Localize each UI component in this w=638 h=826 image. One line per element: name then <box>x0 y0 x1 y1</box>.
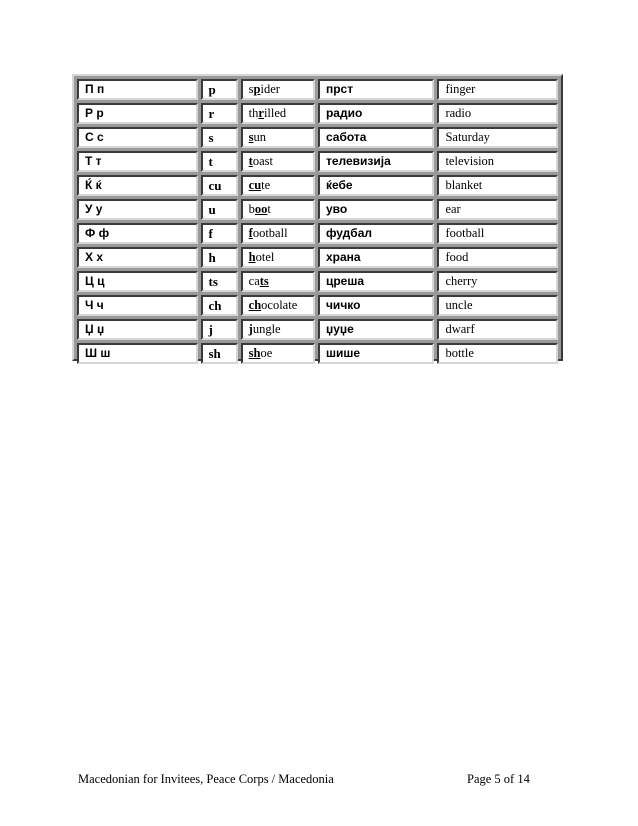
footer-page-number: Page 5 of 14 <box>467 772 530 786</box>
english-translation-cell: football <box>437 223 558 244</box>
cyrillic-letter-cell: Р р <box>77 103 198 124</box>
example-word-suffix: ocolate <box>261 298 298 312</box>
cyrillic-letter-cell: Ќ ќ <box>77 175 198 196</box>
table-row <box>77 247 558 268</box>
example-word-prefix: ca <box>248 274 260 288</box>
example-word-highlight: ch <box>248 298 262 312</box>
transliteration-cell: r <box>201 103 238 124</box>
english-translation-cell: finger <box>437 79 558 100</box>
example-word-cell <box>241 199 315 220</box>
english-translation-cell: Saturday <box>437 127 558 148</box>
cyrillic-letter-cell: П п <box>77 79 198 100</box>
transliteration-cell: h <box>201 247 238 268</box>
transliteration-cell: s <box>201 127 238 148</box>
example-word-suffix: ungle <box>252 322 281 336</box>
example-word-highlight: oo <box>254 202 268 216</box>
cyrillic-letter-cell: С с <box>77 127 198 148</box>
cyrillic-letter-cell: Ф ф <box>77 223 198 244</box>
example-word-suffix: illed <box>263 106 287 120</box>
english-translation-cell: food <box>437 247 558 268</box>
macedonian-word-cell: ќебе <box>318 175 434 196</box>
table-row <box>77 319 558 340</box>
example-word-highlight: r <box>258 106 264 120</box>
example-word-suffix: otel <box>255 250 275 264</box>
example-word-highlight: j <box>248 322 253 336</box>
cyrillic-letter-cell: Ц ц <box>77 271 198 292</box>
transliteration-cell: ch <box>201 295 238 316</box>
example-word-cell <box>241 175 315 196</box>
cyrillic-letter-cell: Џ џ <box>77 319 198 340</box>
transliteration-cell: f <box>201 223 238 244</box>
cyrillic-letter-cell: Ч ч <box>77 295 198 316</box>
example-word-suffix: ootball <box>252 226 288 240</box>
alphabet-table-grid <box>74 76 561 367</box>
example-word-suffix: te <box>261 178 271 192</box>
table-row <box>77 127 558 148</box>
macedonian-word-cell: радио <box>318 103 434 124</box>
macedonian-word-cell: сабота <box>318 127 434 148</box>
english-translation-cell: blanket <box>437 175 558 196</box>
english-translation-cell: uncle <box>437 295 558 316</box>
example-word-suffix: ider <box>260 82 280 96</box>
example-word-cell <box>241 223 315 244</box>
english-translation-cell: radio <box>437 103 558 124</box>
example-word-cell <box>241 127 315 148</box>
example-word-prefix: b <box>248 202 255 216</box>
table-row <box>77 271 558 292</box>
footer-document-title: Macedonian for Invitees, Peace Corps / Macedonia <box>78 772 334 786</box>
example-word-cell <box>241 319 315 340</box>
example-word-suffix: oast <box>252 154 273 168</box>
table-row <box>77 295 558 316</box>
example-word-highlight: sh <box>248 346 261 360</box>
example-word-cell <box>241 79 315 100</box>
macedonian-word-cell: цреша <box>318 271 434 292</box>
table-row <box>77 223 558 244</box>
example-word-prefix: th <box>248 106 259 120</box>
english-translation-cell: ear <box>437 199 558 220</box>
english-translation-cell: dwarf <box>437 319 558 340</box>
macedonian-word-cell: чичко <box>318 295 434 316</box>
example-word-cell <box>241 295 315 316</box>
example-word-cell <box>241 151 315 172</box>
english-translation-cell: cherry <box>437 271 558 292</box>
transliteration-cell: sh <box>201 343 238 364</box>
table-row <box>77 79 558 100</box>
example-word-highlight: p <box>253 82 261 96</box>
macedonian-word-cell: шише <box>318 343 434 364</box>
example-word-suffix: oe <box>260 346 273 360</box>
english-translation-cell: television <box>437 151 558 172</box>
transliteration-cell: j <box>201 319 238 340</box>
transliteration-cell: cu <box>201 175 238 196</box>
macedonian-word-cell: уво <box>318 199 434 220</box>
cyrillic-letter-cell: Х х <box>77 247 198 268</box>
example-word-highlight: t <box>248 154 253 168</box>
table-row <box>77 343 558 364</box>
example-word-cell <box>241 271 315 292</box>
example-word-cell <box>241 103 315 124</box>
transliteration-cell: t <box>201 151 238 172</box>
english-translation-cell: bottle <box>437 343 558 364</box>
transliteration-cell: u <box>201 199 238 220</box>
cyrillic-letter-cell: Т т <box>77 151 198 172</box>
example-word-suffix: un <box>253 130 267 144</box>
alphabet-table <box>72 74 563 361</box>
table-row <box>77 103 558 124</box>
example-word-highlight: cu <box>248 178 262 192</box>
cyrillic-letter-cell: У у <box>77 199 198 220</box>
macedonian-word-cell: телевизија <box>318 151 434 172</box>
example-word-highlight: h <box>248 250 256 264</box>
macedonian-word-cell: џуџе <box>318 319 434 340</box>
cyrillic-letter-cell: Ш ш <box>77 343 198 364</box>
transliteration-cell: ts <box>201 271 238 292</box>
transliteration-cell: p <box>201 79 238 100</box>
example-word-highlight: f <box>248 226 253 240</box>
example-word-prefix: s <box>248 82 254 96</box>
macedonian-word-cell: храна <box>318 247 434 268</box>
example-word-suffix: t <box>267 202 271 216</box>
macedonian-word-cell: фудбал <box>318 223 434 244</box>
example-word-highlight: s <box>248 130 254 144</box>
example-word-highlight: ts <box>259 274 269 288</box>
example-word-cell <box>241 247 315 268</box>
table-row <box>77 199 558 220</box>
table-row <box>77 175 558 196</box>
example-word-cell <box>241 343 315 364</box>
macedonian-word-cell: прст <box>318 79 434 100</box>
table-row <box>77 151 558 172</box>
